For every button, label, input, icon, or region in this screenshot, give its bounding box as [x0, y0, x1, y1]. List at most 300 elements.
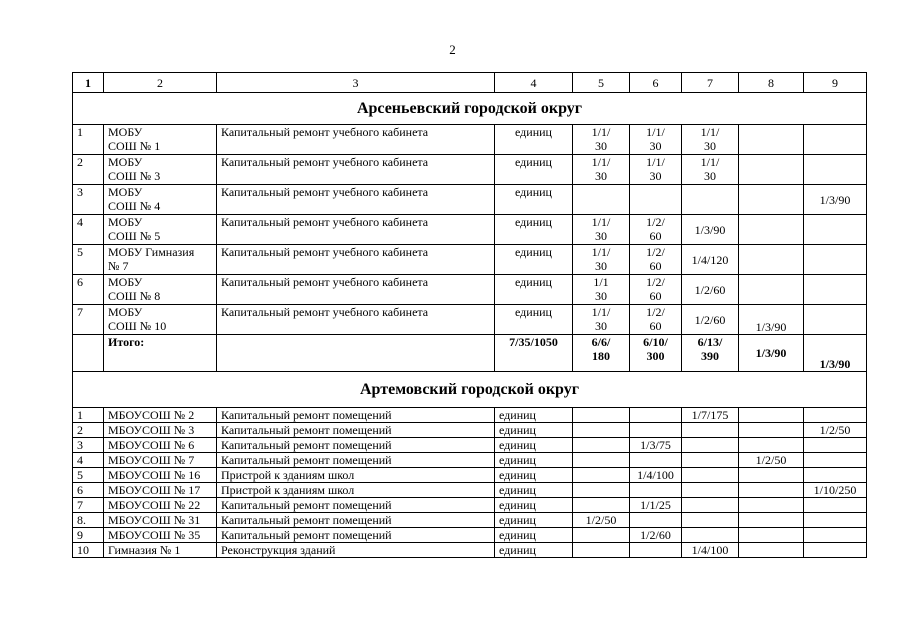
- unit-cell: [495, 483, 573, 498]
- value-cell: [682, 185, 739, 215]
- header-cell: 2: [104, 73, 217, 93]
- school-name: [104, 468, 217, 483]
- value-cell: [682, 468, 739, 483]
- value-cell: [630, 155, 682, 185]
- value-cell: [573, 498, 630, 513]
- school-name: [104, 125, 217, 155]
- cell-text: Артемовский городской округ: [360, 380, 579, 398]
- table-row: [73, 483, 867, 498]
- cell-text: единиц: [515, 125, 552, 139]
- cell-text: единиц: [499, 498, 536, 512]
- cell-text: 1: [77, 408, 83, 422]
- table-row: [73, 498, 867, 513]
- section-title-row: [73, 93, 867, 125]
- school-name: [104, 528, 217, 543]
- value-cell: [739, 185, 804, 215]
- cell-text: МБОУСОШ № 35: [108, 528, 201, 542]
- table-row: [73, 528, 867, 543]
- value-cell: [739, 438, 804, 453]
- program-table: [72, 72, 867, 558]
- value-cell: [739, 513, 804, 528]
- cell-text: 1/2/: [646, 305, 665, 319]
- cell-text: 1/4/100: [691, 543, 729, 557]
- value-cell: [804, 513, 867, 528]
- cell-text: Капитальный ремонт учебного кабинета: [221, 275, 429, 289]
- unit-cell: [495, 215, 573, 245]
- table-row: [73, 155, 867, 185]
- header-cell: 9: [804, 73, 867, 93]
- table-row: [73, 125, 867, 155]
- value-cell: [630, 185, 682, 215]
- value-cell: [804, 483, 867, 498]
- cell-text: 1/3/90: [755, 320, 787, 334]
- value-cell: [630, 215, 682, 245]
- cell-text: 3: [77, 185, 83, 199]
- cell-text: 1/4/100: [637, 468, 674, 482]
- row-number: [73, 408, 104, 423]
- cell-text: 30: [595, 319, 607, 333]
- cell-text: 30: [595, 259, 607, 273]
- cell-text: 7: [77, 305, 83, 319]
- school-name: [104, 155, 217, 185]
- total-cell: [630, 335, 682, 372]
- cell-text: МБОУСОШ № 7: [108, 453, 195, 467]
- value-cell: [682, 423, 739, 438]
- row-number: [73, 528, 104, 543]
- work-type: [217, 483, 495, 498]
- header-cell: 5: [573, 73, 630, 93]
- cell-text: единиц: [515, 275, 552, 289]
- value-cell: [630, 453, 682, 468]
- table-row: [73, 468, 867, 483]
- cell-text: единиц: [499, 543, 536, 557]
- school-name: [104, 498, 217, 513]
- work-type: [217, 185, 495, 215]
- cell-text: Капитальный ремонт учебного кабинета: [221, 185, 429, 199]
- value-cell: [682, 125, 739, 155]
- row-number: [73, 468, 104, 483]
- cell-text: 1/4/120: [691, 252, 729, 267]
- cell-text: Капитальный ремонт помещений: [221, 513, 392, 527]
- cell-text: единиц: [515, 215, 552, 229]
- cell-text: 1/1/: [700, 155, 720, 169]
- cell-text: единиц: [499, 468, 536, 482]
- value-cell: [739, 305, 804, 335]
- school-name: [104, 513, 217, 528]
- value-cell: [682, 498, 739, 513]
- cell-text: МОБУ: [108, 125, 143, 139]
- cell-text: 1/2/: [646, 275, 665, 289]
- value-cell: [573, 468, 630, 483]
- unit-cell: [495, 513, 573, 528]
- cell-text: 60: [649, 289, 662, 303]
- cell-text: СОШ № 3: [108, 169, 161, 183]
- row-number: [73, 513, 104, 528]
- cell-text: 1/2/60: [640, 528, 671, 542]
- table-row: [73, 423, 867, 438]
- row-number: [73, 438, 104, 453]
- section-title: [73, 372, 867, 408]
- cell-text: 6: [77, 275, 83, 289]
- cell-text: МБОУСОШ № 22: [108, 498, 201, 512]
- value-cell: [573, 125, 630, 155]
- value-cell: [804, 468, 867, 483]
- cell-text: 6: [77, 483, 83, 497]
- cell-text: Капитальный ремонт учебного кабинета: [221, 305, 429, 319]
- cell-text: Арсеньевский городской округ: [356, 99, 583, 117]
- unit-cell: [495, 185, 573, 215]
- cell-text: 30: [595, 139, 607, 153]
- cell-text: СОШ № 10: [108, 319, 167, 333]
- cell-text: 1/3/90: [819, 192, 851, 207]
- unit-cell: [495, 453, 573, 468]
- row-number: [73, 483, 104, 498]
- value-cell: [682, 438, 739, 453]
- cell-text: МБОУСОШ № 3: [108, 423, 195, 437]
- school-name: [104, 438, 217, 453]
- value-cell: [739, 275, 804, 305]
- cell-text: Капитальный ремонт помещений: [221, 438, 392, 452]
- value-cell: [630, 483, 682, 498]
- unit-cell: [495, 438, 573, 453]
- cell-text: 5: [77, 245, 83, 259]
- unit-cell: [495, 155, 573, 185]
- value-cell: [630, 468, 682, 483]
- cell-text: 6/6/: [591, 335, 611, 349]
- work-type: [217, 215, 495, 245]
- cell-text: 30: [649, 139, 662, 153]
- school-name: [104, 543, 217, 558]
- total-cell: [804, 335, 867, 372]
- cell-text: 1/10/250: [813, 483, 857, 497]
- table-row: [73, 215, 867, 245]
- value-cell: [739, 498, 804, 513]
- school-name: [104, 215, 217, 245]
- cell-text: 180: [592, 349, 610, 363]
- cell-text: 8.: [77, 513, 86, 527]
- value-cell: [573, 185, 630, 215]
- value-cell: [573, 423, 630, 438]
- work-type: [217, 438, 495, 453]
- row-number: [73, 245, 104, 275]
- cell-text: 1/3/90: [755, 346, 787, 360]
- total-label: [104, 335, 217, 372]
- cell-text: 7: [77, 498, 83, 512]
- cell-text: единиц: [499, 483, 536, 497]
- row-number: [73, 453, 104, 468]
- cell-text: 1/2/60: [694, 282, 726, 297]
- cell-text: 1: [77, 125, 83, 139]
- value-cell: [739, 423, 804, 438]
- cell-text: 300: [646, 349, 665, 363]
- cell-text: 1/2/50: [585, 513, 617, 527]
- value-cell: [739, 125, 804, 155]
- cell-text: Капитальный ремонт учебного кабинета: [221, 125, 429, 139]
- value-cell: [630, 528, 682, 543]
- total-row: [73, 335, 867, 372]
- value-cell: [682, 528, 739, 543]
- value-cell: [739, 528, 804, 543]
- cell-text: Пристрой к зданиям школ: [221, 483, 355, 497]
- value-cell: [804, 423, 867, 438]
- row-number: [73, 155, 104, 185]
- school-name: [104, 453, 217, 468]
- unit-cell: [495, 408, 573, 423]
- cell-text: 30: [704, 169, 716, 183]
- school-name: [104, 483, 217, 498]
- cell-text: Капитальный ремонт помещений: [221, 453, 392, 467]
- row-number: [73, 185, 104, 215]
- school-name: [104, 275, 217, 305]
- cell-text: 30: [595, 229, 607, 243]
- page-number: 2: [449, 42, 456, 57]
- total-cell: [739, 335, 804, 372]
- cell-text: 4: [77, 453, 83, 467]
- value-cell: [682, 513, 739, 528]
- cell-text: 2: [77, 423, 83, 437]
- cell-text: Капитальный ремонт помещений: [221, 528, 392, 542]
- row-number: [73, 498, 104, 513]
- work-type: [217, 125, 495, 155]
- value-cell: [804, 305, 867, 335]
- cell-text: МОБУ Гимназия: [108, 245, 195, 259]
- work-type: [217, 245, 495, 275]
- cell-text: 2: [77, 155, 83, 169]
- value-cell: [739, 453, 804, 468]
- value-cell: [739, 155, 804, 185]
- header-cell: 4: [495, 73, 573, 93]
- value-cell: [573, 155, 630, 185]
- table-row: [73, 408, 867, 423]
- work-type: [217, 498, 495, 513]
- value-cell: [804, 185, 867, 215]
- cell-text: 30: [649, 169, 662, 183]
- cell-text: Капитальный ремонт помещений: [221, 408, 392, 422]
- cell-text: 1/1/: [591, 125, 611, 139]
- table-row: [73, 543, 867, 558]
- cell-text: 60: [649, 229, 662, 243]
- value-cell: [739, 468, 804, 483]
- total-cell: [682, 335, 739, 372]
- value-cell: [682, 155, 739, 185]
- value-cell: [573, 483, 630, 498]
- work-type: [217, 528, 495, 543]
- value-cell: [573, 513, 630, 528]
- cell-text: Капитальный ремонт учебного кабинета: [221, 155, 429, 169]
- value-cell: [573, 245, 630, 275]
- cell-text: СОШ № 8: [108, 289, 161, 303]
- value-cell: [630, 543, 682, 558]
- cell-text: единиц: [515, 185, 552, 199]
- cell-text: 1/3/90: [819, 357, 851, 371]
- unit-cell: [495, 528, 573, 543]
- unit-cell: [495, 305, 573, 335]
- table-row: [73, 245, 867, 275]
- cell-text: единиц: [499, 408, 536, 422]
- cell-text: МОБУ: [108, 185, 143, 199]
- cell-text: МБОУСОШ № 16: [108, 468, 201, 482]
- cell-text: Реконструкция зданий: [221, 543, 336, 557]
- school-name: [104, 185, 217, 215]
- work-type: [217, 155, 495, 185]
- cell-text: 7/35/1050: [509, 335, 558, 349]
- unit-cell: [495, 275, 573, 305]
- section-title: [73, 93, 867, 125]
- value-cell: [630, 438, 682, 453]
- cell-text: Капитальный ремонт учебного кабинета: [221, 215, 429, 229]
- cell-text: единиц: [499, 438, 536, 452]
- cell-text: единиц: [515, 245, 552, 259]
- cell-text: единиц: [499, 453, 536, 467]
- row-number: [73, 305, 104, 335]
- cell-text: 3: [77, 438, 83, 452]
- row-number: [73, 423, 104, 438]
- cell-text: Пристрой к зданиям школ: [221, 468, 355, 482]
- cell-text: № 7: [108, 259, 129, 273]
- unit-cell: [495, 245, 573, 275]
- cell-text: 30: [595, 289, 607, 303]
- table-row: [73, 305, 867, 335]
- value-cell: [573, 305, 630, 335]
- value-cell: [573, 453, 630, 468]
- cell-text: 1/7/175: [691, 408, 729, 422]
- table-row: [73, 275, 867, 305]
- cell-text: единиц: [499, 528, 536, 542]
- cell-text: Гимназия № 1: [108, 543, 181, 557]
- cell-text: 1/1/: [646, 155, 665, 169]
- work-type: [217, 423, 495, 438]
- value-cell: [804, 528, 867, 543]
- value-cell: [682, 275, 739, 305]
- value-cell: [682, 483, 739, 498]
- value-cell: [739, 215, 804, 245]
- work-type: [217, 543, 495, 558]
- value-cell: [573, 215, 630, 245]
- row-number: [73, 543, 104, 558]
- value-cell: [630, 513, 682, 528]
- table-header-row: [73, 73, 867, 93]
- cell-text: 1/1/: [591, 155, 611, 169]
- cell-text: МОБУ: [108, 215, 143, 229]
- cell-text: единиц: [499, 513, 536, 527]
- header-cell: 3: [217, 73, 495, 93]
- cell-text: 10: [77, 543, 89, 557]
- value-cell: [804, 125, 867, 155]
- table-row: [73, 438, 867, 453]
- row-number: [73, 335, 104, 372]
- cell-text: МОБУ: [108, 305, 143, 319]
- value-cell: [804, 275, 867, 305]
- cell-text: СОШ № 1: [108, 139, 161, 153]
- cell-text: МОБУ: [108, 155, 143, 169]
- value-cell: [573, 438, 630, 453]
- value-cell: [573, 528, 630, 543]
- cell-text: единиц: [515, 305, 552, 319]
- work-type: [217, 453, 495, 468]
- cell-text: Капитальный ремонт помещений: [221, 498, 392, 512]
- value-cell: [739, 543, 804, 558]
- cell-text: 1/1/: [591, 245, 611, 259]
- cell-text: МБОУСОШ № 6: [108, 438, 195, 452]
- value-cell: [804, 498, 867, 513]
- cell-text: 4: [77, 215, 83, 229]
- header-cell: 7: [682, 73, 739, 93]
- unit-cell: [495, 125, 573, 155]
- value-cell: [682, 215, 739, 245]
- cell-text: 1/3/75: [640, 438, 671, 452]
- cell-text: 1/3/90: [694, 222, 726, 237]
- cell-text: 1/1: [593, 275, 609, 289]
- value-cell: [804, 215, 867, 245]
- total-cell: [495, 335, 573, 372]
- school-name: [104, 423, 217, 438]
- value-cell: [804, 245, 867, 275]
- unit-cell: [495, 543, 573, 558]
- cell-text: 9: [77, 528, 83, 542]
- cell-text: 1/2/50: [819, 423, 851, 437]
- unit-cell: [495, 423, 573, 438]
- cell-text: 5: [77, 468, 83, 482]
- cell-text: единиц: [515, 155, 552, 169]
- value-cell: [804, 543, 867, 558]
- value-cell: [630, 245, 682, 275]
- row-number: [73, 215, 104, 245]
- cell-text: 390: [701, 349, 719, 363]
- row-number: [73, 275, 104, 305]
- value-cell: [630, 423, 682, 438]
- value-cell: [573, 543, 630, 558]
- value-cell: [682, 305, 739, 335]
- unit-cell: [495, 468, 573, 483]
- table-row: [73, 453, 867, 468]
- value-cell: [804, 408, 867, 423]
- value-cell: [682, 245, 739, 275]
- cell-text: 1/1/: [591, 215, 611, 229]
- value-cell: [804, 438, 867, 453]
- cell-text: 1/2/: [646, 245, 665, 259]
- cell-text: 6/10/: [643, 335, 668, 349]
- section-title-row: [73, 372, 867, 408]
- work-type: [217, 335, 495, 372]
- header-cell: 8: [739, 73, 804, 93]
- cell-text: Итого:: [108, 335, 145, 349]
- school-name: [104, 245, 217, 275]
- cell-text: 1/2/60: [694, 312, 726, 327]
- cell-text: 1/2/: [646, 215, 665, 229]
- value-cell: [804, 155, 867, 185]
- cell-text: 60: [649, 259, 662, 273]
- work-type: [217, 408, 495, 423]
- value-cell: [630, 408, 682, 423]
- cell-text: МБОУСОШ № 2: [108, 408, 195, 422]
- value-cell: [573, 275, 630, 305]
- value-cell: [682, 543, 739, 558]
- school-name: [104, 305, 217, 335]
- total-cell: [573, 335, 630, 372]
- unit-cell: [495, 498, 573, 513]
- cell-text: МОБУ: [108, 275, 143, 289]
- cell-text: Капитальный ремонт помещений: [221, 423, 392, 437]
- row-number: [73, 125, 104, 155]
- value-cell: [682, 453, 739, 468]
- value-cell: [682, 408, 739, 423]
- cell-text: 60: [649, 319, 662, 333]
- cell-text: 1/1/: [700, 125, 720, 139]
- cell-text: 1/2/50: [755, 453, 787, 467]
- cell-text: 6/13/: [697, 335, 723, 349]
- work-type: [217, 468, 495, 483]
- work-type: [217, 275, 495, 305]
